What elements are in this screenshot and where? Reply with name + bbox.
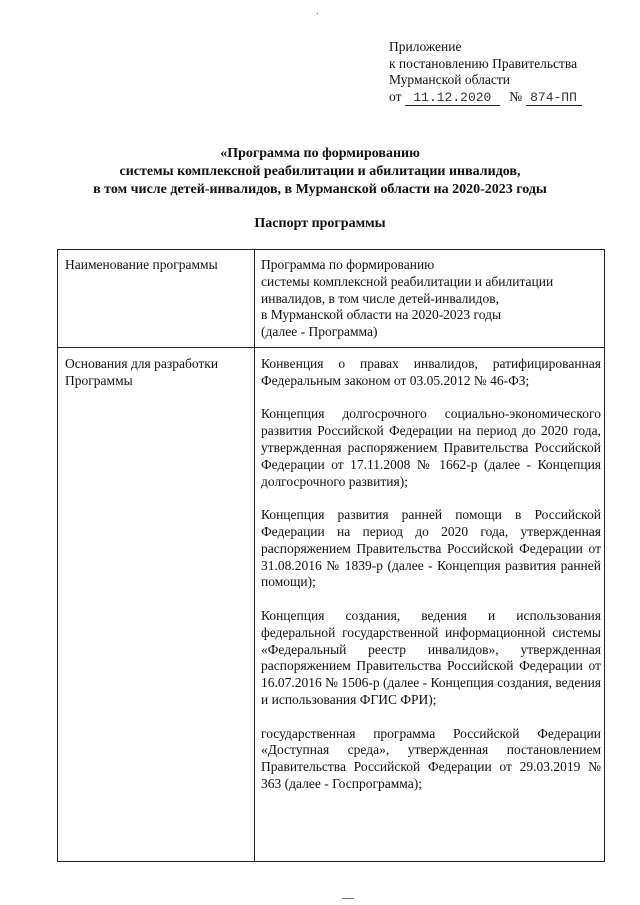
row1-line: системы комплексной реабилитации и абилитации [261, 273, 554, 289]
page-mark [342, 898, 354, 899]
resolution-number: 874-ПП [526, 91, 582, 106]
title-line-1: «Программа по формированию [220, 146, 420, 161]
date-number-line [389, 89, 629, 106]
row1-line: Программа по формированию [261, 257, 435, 272]
passport-heading: Паспорт программы [254, 216, 386, 231]
appendix-header [389, 39, 629, 106]
number-label: № [509, 88, 523, 104]
title-line-2: системы комплексной реабилитации и абилитации инвалидов, [119, 164, 521, 179]
from-label: от [389, 88, 402, 104]
row1-line: (далее - Программа) [261, 324, 378, 340]
program-title [40, 145, 600, 199]
row1-line: в Мурманской области на 2020-2023 годы [261, 307, 502, 323]
row2-value [261, 356, 601, 810]
basis-paragraph: Конвенция о правах инвалидов, ратифицированная Федеральным законом от 03.05.2012 № 46-ФЗ; [261, 356, 601, 388]
row1-line: инвалидов, в том числе детей-инвалидов, [261, 290, 500, 306]
column-divider [254, 250, 255, 861]
basis-paragraph: государственная программа Российской Федерации «Доступная среда», утвержденная постановлением Правительства Российской Федерации от 29.03.2019 № 363 (далее - Госпрограмма); [261, 725, 601, 791]
basis-paragraph: Концепция долгосрочного социально-экономического развития Российской Федерации на период до 2020 года, утвержденная распоряжением Правительства Российской Федерации от 17.11.2008 № 1662-р (далее - Концепция долгосрочного развития); [261, 406, 601, 489]
passport-table [57, 249, 605, 862]
row1-label: Наименование программы [65, 257, 218, 272]
scan-mark: . [316, 6, 319, 17]
row2-label-line: Программы [65, 372, 133, 388]
appendix-label: Приложение [389, 39, 462, 54]
resolution-label: к постановлению Правительства [389, 55, 578, 71]
basis-paragraph: Концепция развития ранней помощи в Российской Федерации на период до 2020 года, утвержденная распоряжением Правительства Российской Федерации от 31.08.2016 № 1839-р (далее - Концепция развития ранней помощи); [261, 507, 601, 590]
row2-label [65, 356, 247, 390]
row2-label-line: Основания для разработки [65, 356, 219, 371]
basis-paragraph: Концепция создания, ведения и использования федеральной государственной информационной системы «Федеральный реестр инвалидов», утвержденная распоряжением Правительства Российской Федерации от 16.07.2016 № 1506-р (далее - Концепция создания, ведения и использования ФГИС ФРИ); [261, 607, 601, 707]
region-label: Мурманской области [389, 72, 510, 87]
resolution-date: 11.12.2020 [405, 91, 500, 106]
row1-value [261, 257, 601, 341]
title-line-3: в том числе детей-инвалидов, в Мурманской области на 2020-2023 годы [93, 182, 547, 197]
row-divider [58, 347, 604, 348]
